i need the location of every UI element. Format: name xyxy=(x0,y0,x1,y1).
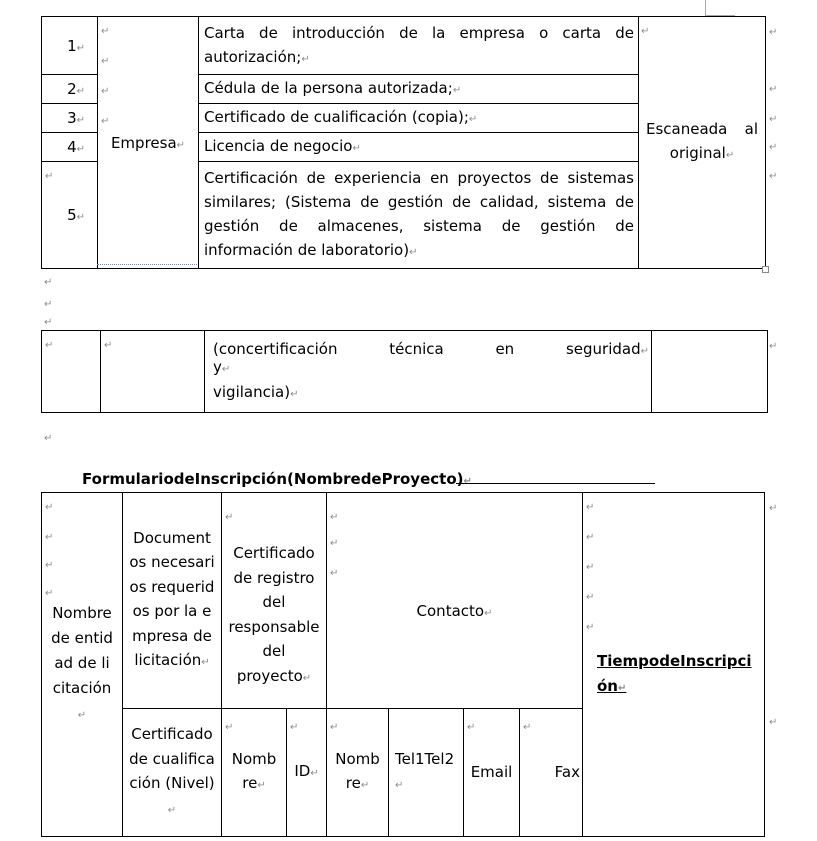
paragraph-mark: ↵ xyxy=(395,780,404,791)
table-resize-handle[interactable] xyxy=(762,266,769,273)
paragraph-mark: ↵ xyxy=(769,142,778,153)
status-cell xyxy=(639,17,766,269)
paragraph-mark: ↵ xyxy=(101,56,110,67)
paragraph-mark: ↵ xyxy=(76,42,85,54)
paragraph-mark: ↵ xyxy=(302,672,312,684)
paragraph-mark: ↵ xyxy=(44,277,53,288)
paragraph-mark: ↵ xyxy=(101,116,110,127)
email-subheader: ↵ Email xyxy=(464,709,520,837)
paragraph-mark: ↵ xyxy=(586,622,595,633)
entity-header: ↵ ↵ ↵ ↵ Nombre de entidad de licitación↵ xyxy=(42,493,123,837)
paragraph-mark: ↵ xyxy=(45,340,54,351)
paragraph-mark: ↵ xyxy=(468,113,478,125)
paragraph-mark: ↵ xyxy=(44,299,53,310)
paragraph-mark: ↵ xyxy=(586,532,595,543)
nombre-subheader: ↵ Nombre↵ xyxy=(327,709,389,837)
security-certification-table xyxy=(41,330,768,413)
paragraph-mark: ↵ xyxy=(330,568,339,579)
paragraph-mark: ↵ xyxy=(257,780,266,791)
requirement-text: Certificado de cualificación (copia);↵ xyxy=(199,104,639,133)
paragraph-mark: ↵ xyxy=(45,560,54,571)
paragraph-mark: ↵ xyxy=(225,722,234,733)
form-title: FormulariodeInscripción(NombredeProyecto)↵ xyxy=(82,470,472,488)
paragraph-mark: ↵ xyxy=(467,722,476,733)
paragraph-mark: ↵ xyxy=(769,341,778,352)
paragraph-mark: ↵ xyxy=(45,171,54,182)
paragraph-mark: ↵ xyxy=(225,512,234,523)
paragraph-mark: ↵ xyxy=(360,780,370,791)
paragraph-mark: ↵ xyxy=(769,171,778,182)
paragraph-mark: ↵ xyxy=(330,512,339,523)
paragraph-mark: ↵ xyxy=(769,27,778,38)
registration-form-table xyxy=(41,492,765,837)
id-subheader: ↵ ID↵ xyxy=(287,709,327,837)
row-number: 4↵ xyxy=(42,133,98,162)
empty-cell xyxy=(101,331,205,413)
paragraph-mark: ↵ xyxy=(76,86,85,97)
requirement-text: Certificación de experiencia en proyectos de sistemas similares; (Sistema de gestión de calidad, sistema de gestión de almacenes, sistema de gestión de información de laboratorio)↵ xyxy=(199,162,639,269)
row-number: ↵ 5↵ xyxy=(42,162,98,269)
paragraph-mark: ↵ xyxy=(484,608,493,619)
paragraph-mark: ↵ xyxy=(167,804,177,816)
nombre-subheader: ↵ Nombre↵ xyxy=(222,709,287,837)
cell-boundary-dots xyxy=(97,264,197,265)
row-number: 3↵ xyxy=(42,104,98,133)
paragraph-mark: ↵ xyxy=(463,476,472,487)
tiempo-header: ↵ ↵ ↵ ↵ ↵ TiempodeInscripción↵ xyxy=(583,493,765,837)
requirement-text: Carta de introducción de la empresa o carta de autorización;↵ xyxy=(199,17,639,75)
registro-header: ↵ Certificado de registro del responsable del proyecto↵ xyxy=(222,493,327,709)
paragraph-mark: ↵ xyxy=(725,150,735,161)
paragraph-mark: ↵ xyxy=(45,588,54,599)
row-number: 1↵ xyxy=(42,17,98,75)
paragraph-mark: ↵ xyxy=(640,346,649,357)
docs-header: Documentos necesarios requeridos por la empresa de licitación↵ xyxy=(123,493,222,709)
paragraph-mark: ↵ xyxy=(769,503,778,514)
empty-cell xyxy=(652,331,768,413)
paragraph-mark: ↵ xyxy=(290,389,299,400)
paragraph-mark: ↵ xyxy=(201,657,210,668)
paragraph-mark: ↵ xyxy=(452,84,462,96)
paragraph-mark: ↵ xyxy=(769,114,778,125)
fax-subheader: ↵ Fax xyxy=(520,709,583,837)
paragraph-mark: ↵ xyxy=(101,86,110,97)
paragraph-mark: ↵ xyxy=(104,340,113,351)
cualificacion-subheader: Certificado de cualificación (Nivel)↵ xyxy=(123,709,222,837)
status-label: Escaneada al original↵ xyxy=(646,120,758,162)
contacto-header: ↵ ↵ ↵ Contacto↵ xyxy=(327,493,583,709)
paragraph-mark: ↵ xyxy=(586,502,595,513)
paragraph-mark: ↵ xyxy=(330,538,339,549)
paragraph-mark: ↵ xyxy=(310,767,319,779)
paragraph-mark: ↵ xyxy=(301,54,310,65)
empty-cell xyxy=(42,331,101,413)
requirement-text: Cédula de la persona autorizada;↵ xyxy=(199,75,639,104)
paragraph-mark: ↵ xyxy=(76,115,85,126)
paragraph-mark: ↵ xyxy=(44,317,53,328)
paragraph-mark: ↵ xyxy=(76,144,85,155)
tel-subheader: Tel1Tel2↵ xyxy=(389,709,464,837)
paragraph-mark: ↵ xyxy=(221,364,231,375)
paragraph-mark: ↵ xyxy=(101,26,110,37)
paragraph-mark: ↵ xyxy=(176,139,186,151)
certification-text: (concertificación técnica en seguridad↵ y↵ vigilancia)↵ xyxy=(205,331,652,413)
paragraph-mark: ↵ xyxy=(586,592,595,603)
group-cell xyxy=(98,17,199,269)
paragraph-mark: ↵ xyxy=(45,502,54,513)
paragraph-mark: ↵ xyxy=(769,717,778,728)
paragraph-mark: ↵ xyxy=(523,722,532,733)
paragraph-mark: ↵ xyxy=(77,710,87,721)
paragraph-mark: ↵ xyxy=(330,722,339,733)
row-number: 2↵ xyxy=(42,75,98,104)
paragraph-mark: ↵ xyxy=(45,532,54,543)
requirements-table xyxy=(41,16,766,269)
title-underline xyxy=(456,483,655,484)
requirement-text: Licencia de negocio↵ xyxy=(199,133,639,162)
paragraph-mark: ↵ xyxy=(409,247,418,258)
paragraph-mark: ↵ xyxy=(44,433,53,444)
paragraph-mark: ↵ xyxy=(352,142,361,154)
header-margin-line xyxy=(705,0,706,16)
paragraph-mark: ↵ xyxy=(290,722,299,733)
paragraph-mark: ↵ xyxy=(769,84,778,95)
group-label: Empresa xyxy=(110,133,177,152)
paragraph-mark: ↵ xyxy=(617,683,627,694)
paragraph-mark: ↵ xyxy=(641,26,650,37)
paragraph-mark: ↵ xyxy=(586,562,595,573)
paragraph-mark: ↵ xyxy=(76,212,85,223)
